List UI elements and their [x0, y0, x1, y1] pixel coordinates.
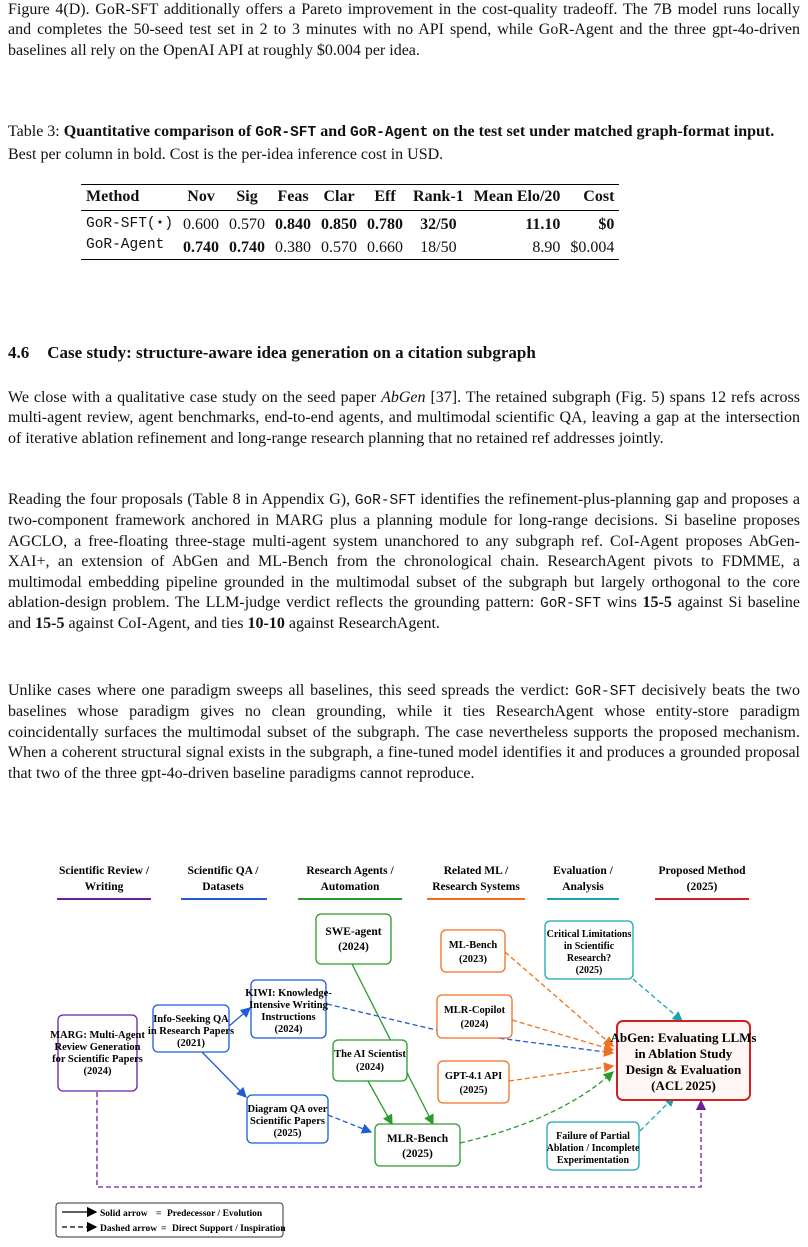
node-swe-line: (2024) [338, 941, 369, 953]
edge-infoqa-to-kiwi [228, 1008, 250, 1027]
node-gpt41-line: (2025) [459, 1085, 488, 1096]
section-title: Case study: structure-aware idea generation on a citation subgraph [47, 343, 536, 362]
node-critical-line: Critical Limitations [546, 929, 632, 940]
p3-text-b: decisively beats the two baselines whose paradigm gives no clean grounding, while it ties ResearchAgent whose entity-store paradigm coincidentally surfaces the multimodal subset of the subgraph. The case nevertheless supports the proposed mechanism. When a coherent structural signal exists in the subgraph, a fine-tuned model identifies it and produces a grounded proposal that two of the three gpt-4o-driven baseline paradigms cannot reproduce. [8, 682, 800, 782]
p2-bold-1: 15-5 [642, 594, 672, 612]
cell-method: GoR-SFT(⋆) [86, 216, 174, 232]
col-header-eval-line1: Evaluation / [553, 865, 613, 877]
cell-eff: 0.660 [367, 238, 404, 256]
section-number: 4.6 [8, 343, 30, 362]
legend-solid-label: Solid arrow [100, 1209, 148, 1219]
col-header-eval-line2: Analysis [562, 881, 604, 893]
col-header-ml-line2: Research Systems [432, 881, 520, 893]
legend-dashed-text: Direct Support / Inspiration [172, 1224, 286, 1234]
col-header-agents-line1: Research Agents / [306, 865, 394, 877]
cell-clar: 0.570 [321, 238, 358, 256]
node-marg [50, 1015, 145, 1091]
edge-failure-to-abgen [640, 1097, 674, 1131]
header-rank1: Rank-1 [413, 188, 464, 205]
caption-bold-1: Quantitative comparison of [63, 123, 252, 140]
header-method: Method [86, 188, 140, 205]
node-critical-line: (2025) [575, 965, 603, 976]
node-mlr-bench [375, 1124, 460, 1166]
node-failure-line: Ablation / Incomplete [546, 1143, 640, 1154]
node-aisci-line: (2024) [356, 1062, 384, 1073]
node-marg-line: for Scientific Papers [52, 1054, 143, 1065]
cell-cost: $0.004 [570, 238, 615, 256]
node-abgen-line: AbGen: Evaluating LLMs [610, 1030, 757, 1045]
header-clar: Clar [323, 188, 355, 205]
table-header-row [81, 185, 619, 211]
p2-text-a: Reading the four proposals (Table 8 in Appendix G), [8, 491, 355, 508]
node-kiwi [245, 980, 332, 1038]
edge-infoqa-to-diagramqa [202, 1052, 246, 1097]
cell-elo: 8.90 [532, 238, 561, 256]
cell-rank1: 32/50 [420, 216, 457, 233]
node-swe-line: SWE-agent [325, 926, 382, 938]
cell-elo: 11.10 [525, 216, 561, 233]
node-marg-line: (2024) [83, 1066, 112, 1077]
node-diagramqa-line: Scientific Papers [250, 1116, 325, 1127]
node-abgen [611, 1021, 757, 1100]
node-swe-agent [316, 914, 391, 964]
node-mlrbench-line: (2025) [402, 1148, 433, 1160]
p2-bold-3: 10-10 [247, 615, 285, 633]
caption-mono-2: GoR-Agent [350, 125, 429, 141]
cell-cost: $0 [598, 216, 615, 233]
citation-subgraph-figure [0, 850, 808, 1245]
node-failure-line: Failure of Partial [556, 1131, 630, 1142]
figure-legend [56, 1203, 286, 1237]
col-header-proposed-line2: (2025) [686, 881, 718, 893]
node-kiwi-line: Intensive Writing [249, 1000, 328, 1011]
node-aisci-line: The AI Scientist [334, 1049, 406, 1060]
cell-nov: 0.740 [183, 238, 220, 256]
p1-text-b: [37]. The retained subgraph (Fig. 5) spans 12 refs across multi-agent review, agent benchmarks, end-to-end agents, and multimodal scientific QA, leaving a gap at the intersection of iterative ablation refinement and long-range research planning that no retained ref addresses jointly. [8, 389, 800, 447]
node-abgen-line: in Ablation Study [634, 1046, 733, 1061]
col-header-ml-line1: Related ML / [443, 865, 509, 877]
caption-label: Table 3: [8, 123, 60, 140]
node-gpt41-line: GPT-4.1 API [444, 1071, 503, 1082]
intro-paragraph: Figure 4(D). GoR-SFT additionally offers a Pareto improvement in the cost-quality tradeoff. The 7B model runs locally and completes the 50-seed test set in 2 to 3 minutes with no API spend, while GoR-Agent and the three gpt-4o-driven baselines all rely on the OpenAI API at roughly $0.004 per idea. [8, 1, 800, 59]
header-eff: Eff [374, 188, 396, 205]
node-mlrcopilot-line: MLR-Copilot [443, 1005, 506, 1016]
cell-sig: 0.740 [229, 238, 266, 256]
header-elo: Mean Elo/20 [473, 188, 561, 205]
node-mlbench-line: ML-Bench [448, 940, 498, 951]
cell-clar: 0.850 [321, 216, 358, 233]
column-headers [59, 865, 746, 893]
legend-dashed-label: Dashed arrow [100, 1224, 158, 1234]
node-diagram-qa [247, 1095, 328, 1143]
node-marg-line: Review Generation [54, 1042, 141, 1053]
table-row [81, 211, 619, 236]
p2-mono-1: GoR-SFT [354, 493, 416, 509]
col-header-agents-line2: Automation [320, 881, 380, 893]
node-critical-limitations [545, 921, 633, 979]
cell-sig: 0.570 [229, 216, 266, 233]
node-failure-line: Experimentation [556, 1155, 630, 1166]
node-mlrbench-line: MLR-Bench [386, 1133, 449, 1145]
col-header-review-line1: Scientific Review / [58, 865, 150, 877]
col-header-review-line2: Writing [84, 881, 124, 893]
node-ai-scientist [333, 1040, 407, 1081]
col-header-qa-line2: Datasets [202, 881, 244, 893]
caption-rest: Best per column in bold. Cost is the per-idea inference cost in USD. [8, 146, 444, 163]
header-cost: Cost [583, 188, 615, 205]
node-infoqa-line: in Research Papers [147, 1026, 235, 1037]
legend-solid-eq: = [156, 1209, 162, 1219]
cell-method: GoR-Agent [86, 237, 165, 253]
p1-italic-abgen: AbGen [381, 389, 426, 406]
legend-solid-text: Predecessor / Evolution [167, 1209, 263, 1219]
p3-text-a: Unlike cases where one paradigm sweeps all baselines, this seed spreads the verdict: [8, 682, 575, 699]
node-kiwi-line: KIWI: Knowledge- [245, 988, 332, 999]
table-row [81, 235, 619, 260]
p2-bold-2: 15-5 [35, 615, 65, 633]
case-study-paragraph-3 [8, 681, 800, 784]
node-gpt41-api [438, 1061, 509, 1103]
header-feas: Feas [277, 188, 309, 205]
edge-diagramqa-to-mlrbench [328, 1115, 371, 1132]
caption-bold-2: and [320, 123, 347, 140]
results-table [81, 184, 619, 260]
header-nov: Nov [187, 188, 215, 205]
node-kiwi-line: Instructions [261, 1012, 316, 1023]
p2-mono-2: GoR-SFT [540, 596, 601, 613]
section-heading [8, 343, 536, 363]
node-marg-line: MARG: Multi-Agent [50, 1030, 145, 1041]
col-header-qa-line1: Scientific QA / [187, 865, 259, 877]
col-header-proposed-line1: Proposed Method [658, 865, 746, 877]
edge-aisci-to-mlrbench [368, 1081, 392, 1124]
node-diagramqa-line: Diagram QA over [247, 1104, 328, 1115]
node-abgen-line: (ACL 2025) [651, 1078, 716, 1093]
node-diagramqa-line: (2025) [273, 1128, 302, 1139]
p2-text-c: wins [600, 594, 643, 612]
node-infoqa-line: (2021) [177, 1038, 205, 1049]
legend-dashed-eq: = [161, 1224, 167, 1234]
p2-text-d: against Si baseline and [8, 594, 800, 633]
cell-rank1: 18/50 [420, 238, 457, 256]
node-ml-bench [441, 930, 505, 972]
case-study-paragraph-1 [8, 388, 800, 449]
node-mlr-copilot [437, 995, 512, 1038]
edge-gpt41-to-abgen [509, 1066, 613, 1081]
node-mlrcopilot-line: (2024) [460, 1019, 489, 1030]
node-failure-partial-ablation [547, 1122, 640, 1170]
node-mlbench-line: (2023) [459, 954, 487, 965]
node-critical-line: Research? [566, 953, 612, 964]
p2-text-b: identifies the refinement-plus-planning gap and proposes a two-component framework anchored in MARG plus a planning module for long-range decisions. Si baseline proposes AGCLO, a free-floating three-stage multi-agent system unanchored to any subgraph ref. CoI-Agent proposes AbGen-XAI+, an extension of AbGen and ML-Bench from the chronological chain. ResearchAgent pivots to FDMME, a multimodal embedding pipeline grounded in the multimodal subset of the subgraph but largely orthogonal to the core ablation-design problem. The LLM-judge verdict reflects the grounding pattern: [8, 491, 801, 612]
p2-text-f: against ResearchAgent. [284, 615, 440, 633]
p3-mono: GoR-SFT [574, 684, 636, 700]
node-infoqa-line: Info-Seeking QA [153, 1014, 229, 1025]
caption-bold-3: on the test set under matched graph-format input. [432, 123, 775, 140]
cell-nov: 0.600 [183, 216, 220, 233]
node-info-seeking-qa [148, 1005, 234, 1052]
cell-eff: 0.780 [367, 216, 404, 233]
table-caption [8, 121, 800, 165]
header-sig: Sig [236, 188, 258, 205]
p2-text-e: against CoI-Agent, and ties [64, 615, 248, 633]
node-abgen-line: Design & Evaluation [625, 1062, 742, 1077]
edge-critical-to-abgen [633, 979, 682, 1021]
p1-text-a: We close with a qualitative case study on the seed paper [8, 389, 382, 406]
caption-mono-1: GoR-SFT [255, 125, 317, 141]
cell-feas: 0.840 [275, 216, 312, 233]
node-kiwi-line: (2024) [274, 1024, 303, 1035]
edge-mlrcopilot-to-abgen [512, 1020, 613, 1050]
node-critical-line: in Scientific [563, 941, 615, 952]
cell-feas: 0.380 [275, 238, 312, 256]
case-study-paragraph-2 [8, 490, 800, 635]
